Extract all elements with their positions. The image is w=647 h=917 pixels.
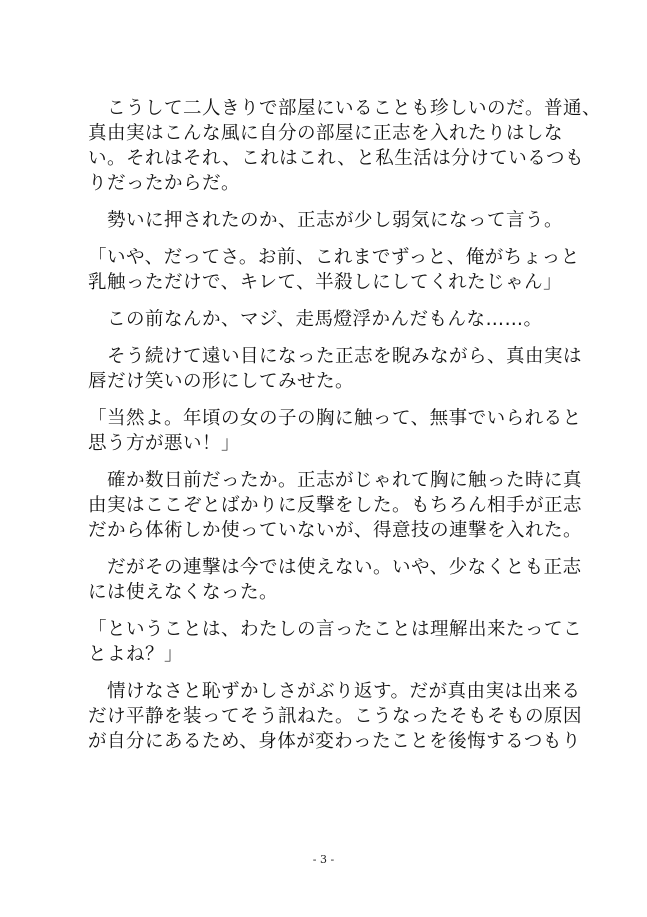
text-line: そう続けて遠い目になった正志を睨みながら、真由実は bbox=[88, 346, 583, 367]
text-line: 「いや、だってさ。お前、これまでずっと、俺がちょっと bbox=[88, 247, 580, 268]
text-line: い。それはそれ、これはこれ、と私生活は分けているつも bbox=[88, 148, 585, 169]
text-line: 真由実はこんな風に自分の部屋に正志を入れたりはしな bbox=[88, 123, 564, 144]
body-text bbox=[88, 96, 602, 754]
text-line: が自分にあるため、身体が変わったことを後悔するつもり bbox=[88, 731, 581, 752]
text-line: 「当然よ。年頃の女の子の胸に触って、無事でいられると bbox=[88, 408, 582, 429]
text-line: だから体術しか使っていないが、得意技の連撃を入れた。 bbox=[88, 520, 583, 541]
text-line: 勢いに押されたのか、正志が少し弱気になって言う。 bbox=[88, 210, 564, 231]
text-line: 唇だけ笑いの形にしてみせた。 bbox=[88, 371, 355, 392]
text-line: こうして二人きりで部屋にいることも珍しいのだ。普通、 bbox=[88, 98, 602, 119]
text-line: だがその連撃は今では使えない。いや、少なくとも正志 bbox=[88, 557, 582, 578]
text-line: 確か数日前だったか。正志がじゃれて胸に触った時に真 bbox=[88, 470, 583, 491]
text-line: だけ平静を装ってそう訊ねた。こうなったそもそもの原因 bbox=[88, 706, 583, 727]
text-line: この前なんか、マジ、走馬燈浮かんだもんな……。 bbox=[88, 309, 543, 330]
text-line: 情けなさと恥ずかしさがぶり返す。だが真由実は出来る bbox=[88, 681, 581, 702]
text-line: 由実はここぞとばかりに反撃をした。もちろん相手が正志 bbox=[88, 495, 583, 516]
text-line: 「ということは、わたしの言ったことは理解出来たってこ bbox=[88, 619, 583, 640]
text-line: 乳触っただけで、キレて、半殺しにしてくれたじゃん」 bbox=[88, 272, 563, 293]
text-line: りだったからだ。 bbox=[88, 173, 241, 194]
page-number: - 3 - bbox=[312, 853, 335, 866]
text-line: には使えなくなった。 bbox=[88, 582, 279, 603]
text-line: とよね？」 bbox=[88, 644, 184, 665]
text-line: 思う方が悪い！」 bbox=[88, 433, 241, 454]
